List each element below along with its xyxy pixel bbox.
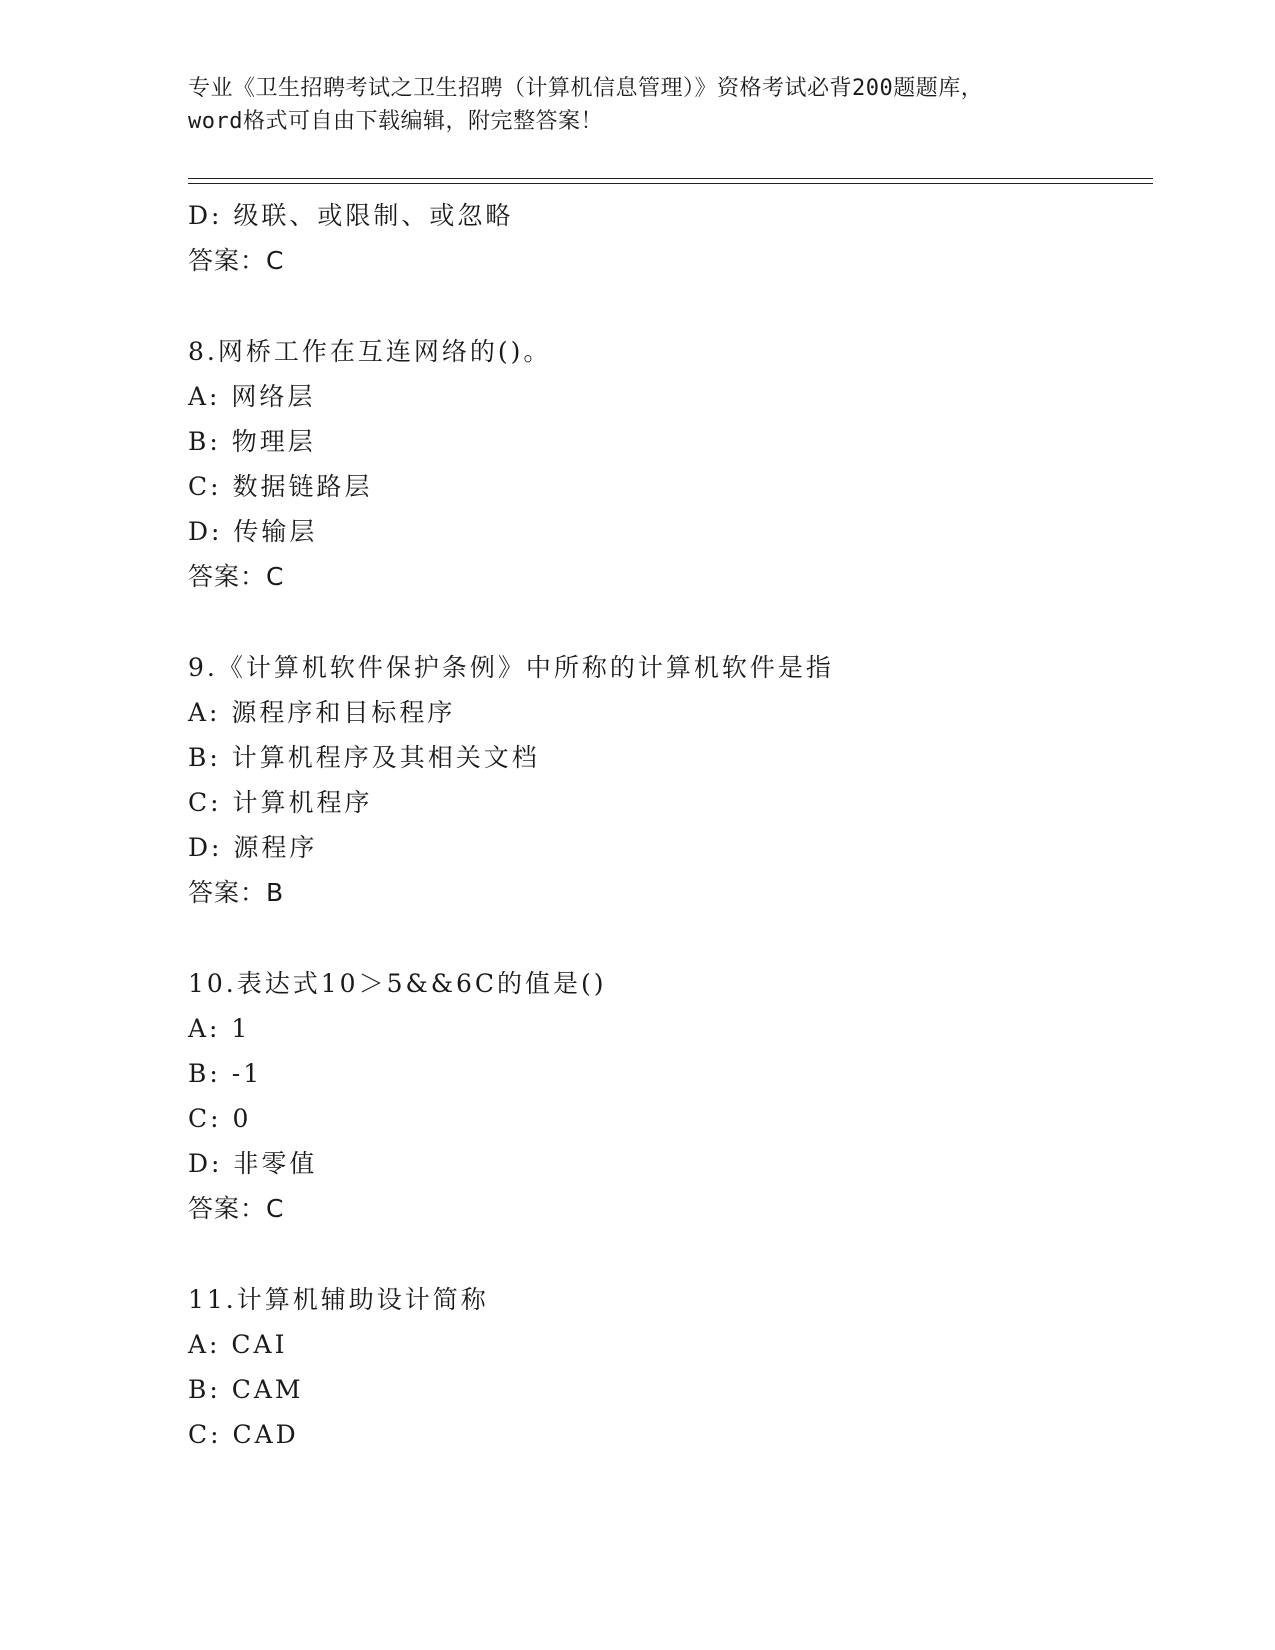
option-d: D: 源程序 bbox=[188, 833, 318, 862]
question-block-9 bbox=[188, 645, 1148, 915]
answer-line: 答案：B bbox=[188, 878, 285, 907]
option-c: C: CAD bbox=[188, 1420, 299, 1449]
answer-line: 答案：C bbox=[188, 1194, 285, 1223]
question-text: 11.计算机辅助设计简称 bbox=[188, 1285, 489, 1314]
option-c: C: 0 bbox=[188, 1104, 252, 1133]
answer-line: 答案：C bbox=[188, 246, 285, 275]
question-text: 9.《计算机软件保护条例》中所称的计算机软件是指 bbox=[188, 653, 834, 682]
option-d: D: 传输层 bbox=[188, 517, 318, 546]
question-text: 8.网桥工作在互连网络的()。 bbox=[188, 337, 552, 366]
option-a: A: 网络层 bbox=[188, 382, 316, 411]
question-text: 10.表达式10＞5&&6C的值是() bbox=[188, 969, 607, 998]
previous-question-tail bbox=[188, 193, 1148, 283]
answer-line: 答案：C bbox=[188, 562, 285, 591]
header-title-line-1: 专业《卫生招聘考试之卫生招聘（计算机信息管理）》资格考试必背200题题库， bbox=[188, 76, 984, 101]
question-block-11 bbox=[188, 1277, 1148, 1457]
option-b: B: 物理层 bbox=[188, 427, 316, 456]
document-header bbox=[188, 72, 1088, 138]
question-block-10 bbox=[188, 961, 1148, 1231]
option-b: B: CAM bbox=[188, 1375, 304, 1404]
option-c: C: 数据链路层 bbox=[188, 472, 373, 501]
option-a: A: CAI bbox=[188, 1330, 288, 1359]
header-divider-top bbox=[188, 178, 1153, 179]
header-title-line-2: word格式可自由下载编辑，附完整答案！ bbox=[188, 109, 603, 134]
option-a: A: 源程序和目标程序 bbox=[188, 698, 456, 727]
option-b: B: 计算机程序及其相关文档 bbox=[188, 743, 540, 772]
option-d: D: 级联、或限制、或忽略 bbox=[188, 201, 514, 230]
option-a: A: 1 bbox=[188, 1014, 251, 1043]
question-block-8 bbox=[188, 329, 1148, 599]
question-list bbox=[188, 193, 1148, 1457]
option-d: D: 非零值 bbox=[188, 1149, 318, 1178]
option-b: B: -1 bbox=[188, 1059, 263, 1088]
option-c: C: 计算机程序 bbox=[188, 788, 373, 817]
header-divider-bottom bbox=[188, 183, 1153, 184]
